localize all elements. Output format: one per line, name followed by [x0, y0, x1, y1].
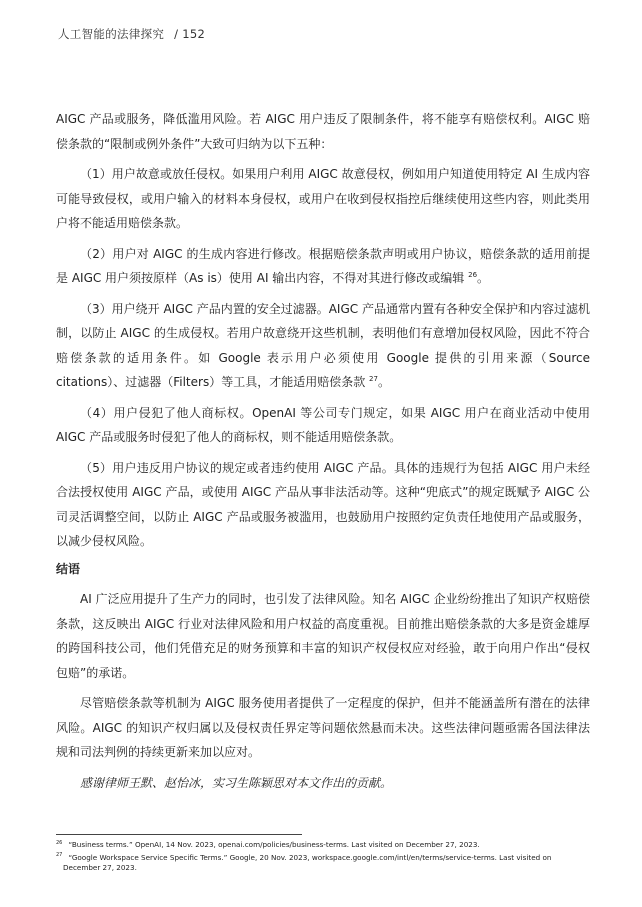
footnote-number: 27	[56, 852, 63, 859]
footnote-divider	[56, 834, 302, 835]
body-text	[56, 107, 590, 795]
paragraph-condition-5: （5）用户违反用户协议的规定或者违约使用 AIGC 产品。具体的违规行为包括 AIGC 用户未经合法授权使用 AIGC 产品，或使用 AIGC 产品从事非法活动等。这种“兜底式”的规定既赋予 AIGC 公司灵活调整空间，以防止 AIGC 产品或服务被滥用，也鼓励用户按照约定负责任地使用产品或服务，以减少侵权风险。	[56, 460, 590, 548]
footnote-number: 26	[56, 839, 63, 846]
footnote-ref-27[interactable]: 27	[369, 375, 378, 383]
acknowledgement: 感谢律师王默、赵怡冰，实习生陈颖思对本文作出的贡献。	[80, 775, 393, 790]
sentence-end: 。	[377, 375, 390, 389]
page-number: / 152	[174, 27, 206, 41]
footnote-26	[56, 840, 590, 851]
running-header	[58, 26, 205, 42]
footnotes	[56, 840, 590, 876]
paragraph-condition-3	[56, 297, 590, 395]
footnote-27	[56, 853, 590, 874]
footnote-text: “Business terms.” OpenAI, 14 Nov. 2023, openai.com/policies/business-terms. Last visited on December 27, 2023.	[68, 840, 480, 849]
paragraph-conclusion-1: AI 广泛应用提升了生产力的同时，也引发了法律风险。知名 AIGC 企业纷纷推出了知识产权赔偿条款，这反映出 AIGC 行业对法律风险和用户权益的高度重视。目前推出赔偿条款的大多是资金雄厚的跨国科技公司，他们凭借充足的财务预算和丰富的知识产权侵权应对经验，敢于向用户作出“侵权包赔”的承诺。	[56, 592, 590, 680]
footnote-text: “Google Workspace Service Specific Terms.” Google, 20 Nov. 2023, workspace.google.com/intl/en/terms/service-terms. Last visited on December 27, 2023.	[63, 852, 552, 872]
paragraph-condition-2-text: （2）用户对 AIGC 的生成内容进行修改。根据赔偿条款声明或用户协议，赔偿条款的适用前提是 AIGC 用户须按原样（As is）使用 AI 输出内容，不得对其进行修改或编辑	[56, 246, 590, 285]
paragraph-condition-3-text: （3）用户绕开 AIGC 产品内置的安全过滤器。AIGC 产品通常内置有各种安全保护和内容过滤机制，以防止 AIGC 的生成侵权。若用户故意绕开这些机制，表明他们有意增加侵权风险，因此不符合赔偿条款的适用条件。如 Google 表示用户必须使用 Google 提供的引用来源（Source citations）、过滤器（Filters）等工具，才能适用赔偿条款	[56, 301, 590, 389]
section-heading-conclusion: 结语	[56, 561, 81, 576]
running-title: 人工智能的法律探究	[58, 27, 165, 41]
sentence-end: 。	[477, 271, 490, 285]
paragraph-conclusion-2: 尽管赔偿条款等机制为 AIGC 服务使用者提供了一定程度的保护，但并不能涵盖所有潜在的法律风险。AIGC 的知识产权归属以及侵权责任界定等问题依然悬而未决。这些法律问题亟需各国法律法规和司法判例的持续更新来加以应对。	[56, 696, 590, 759]
paragraph-condition-1: （1）用户故意或放任侵权。如果用户利用 AIGC 故意侵权，例如用户知道使用特定 AI 生成内容可能导致侵权，或用户输入的材料本身侵权，或用户在收到侵权指控后继续使用这些内容，则此类用户将不能适用赔偿条款。	[56, 167, 590, 230]
footnote-ref-26[interactable]: 26	[468, 271, 478, 279]
paragraph-condition-4: （4）用户侵犯了他人商标权。OpenAI 等公司专门规定，如果 AIGC 用户在商业活动中使用 AIGC 产品或服务时侵犯了他人的商标权，则不能适用赔偿条款。	[56, 405, 590, 444]
paragraph-intro: AIGC 产品或服务，降低滥用风险。若 AIGC 用户违反了限制条件，将不能享有赔偿权利。AIGC 赔偿条款的“限制或例外条件”大致可归纳为以下五种：	[56, 112, 590, 151]
paragraph-condition-2	[56, 242, 590, 291]
